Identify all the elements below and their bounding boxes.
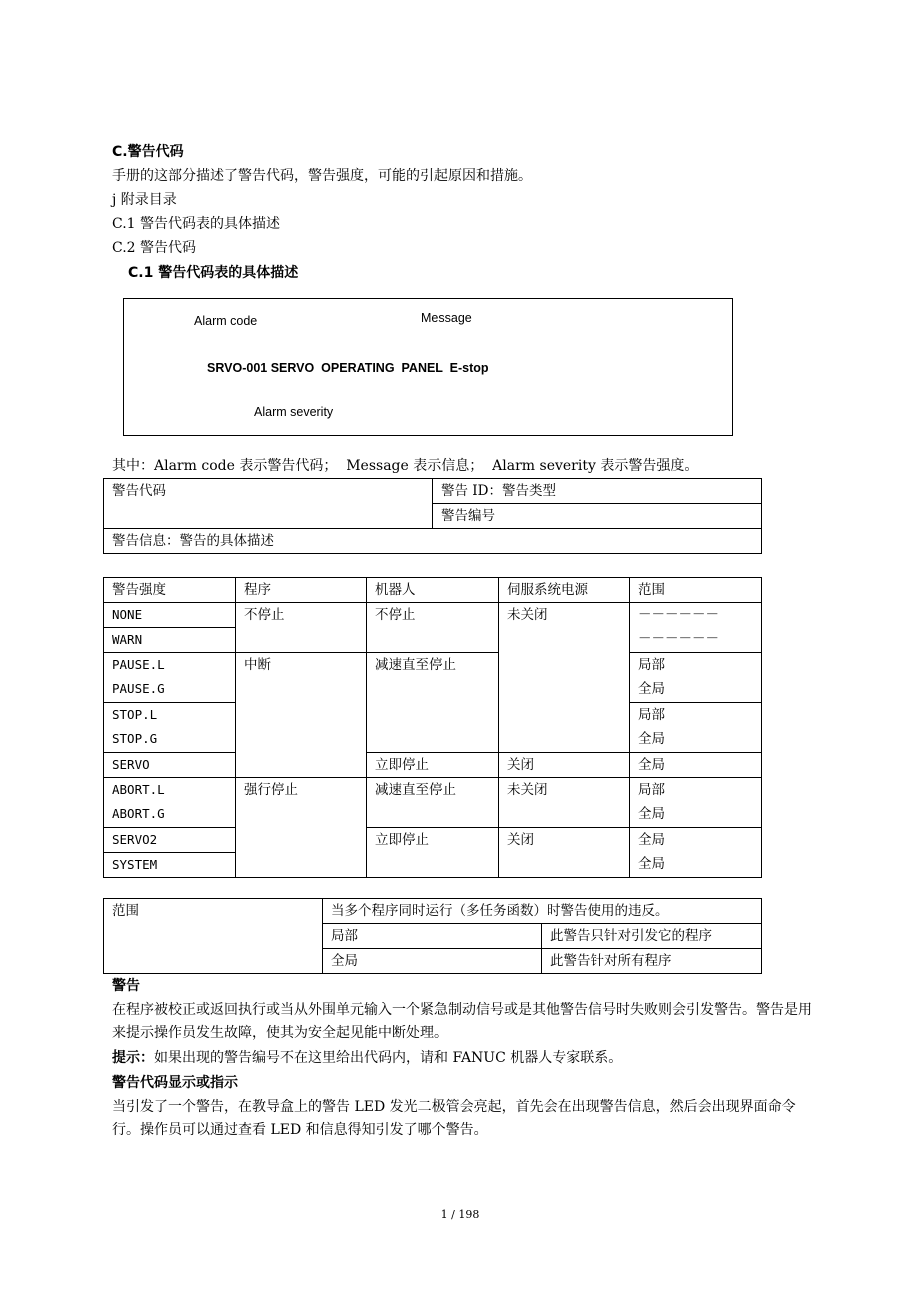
severity-cell: NONE [104, 603, 236, 628]
severity-cell [104, 653, 236, 703]
alarm-example-box [123, 298, 733, 436]
alarm-code-label: Alarm code [194, 314, 258, 328]
format-number-cell: 警告编号 [433, 504, 762, 529]
message-label: Message [421, 311, 472, 325]
severity-cell: SERVO [104, 753, 236, 778]
intro-text: 手册的这部分描述了警告代码，警告强度，可能的引起原因和措施。 [112, 168, 532, 184]
header-cell: 机器人 [367, 578, 499, 603]
power-cell: 关闭 [499, 828, 630, 878]
scope-value: 局部 [638, 782, 665, 798]
scope-label-cell: 范围 [104, 899, 323, 974]
severity-value: ABORT.L [112, 782, 165, 797]
heading: C.警告代码 [112, 144, 184, 160]
section-title: C.1 警告代码表的具体描述 [128, 265, 299, 281]
format-info-cell: 警告信息：警告的具体描述 [104, 529, 762, 554]
scope-desc-cell: 当多个程序同时运行（多任务函数）时警告使用的违反。 [323, 899, 762, 924]
format-table [103, 478, 762, 554]
format-code-cell: 警告代码 [104, 479, 433, 529]
tip-text: 如果出现的警告编号不在这里给出代码内，请和 FANUC 机器人专家联系。 [154, 1050, 623, 1066]
robot-cell: 减速直至停止 [367, 778, 499, 828]
scope-value: 局部 [638, 707, 665, 723]
scope-value: 局部 [638, 657, 665, 673]
severity-value: PAUSE.G [112, 681, 165, 696]
robot-cell: 立即停止 [367, 753, 499, 778]
toc-item: C.1 警告代码表的具体描述 [112, 216, 281, 232]
severity-value: ABORT.G [112, 806, 165, 821]
scope-local-cell: 局部 [323, 924, 542, 949]
header-cell: 警告强度 [104, 578, 236, 603]
program-cell: 中断 [236, 653, 367, 778]
scope-global-cell: 全局 [323, 949, 542, 974]
severity-cell: SERVO2 [104, 828, 236, 853]
severity-cell [104, 703, 236, 753]
header-cell: 伺服系统电源 [499, 578, 630, 603]
robot-cell: 立即停止 [367, 828, 499, 878]
tip-line [112, 1049, 622, 1067]
scope-value: －－－－－－ [638, 631, 719, 647]
severity-table [103, 577, 762, 878]
scope-cell [630, 603, 762, 653]
legend-text: 其中：Alarm code 表示警告代码； Message 表示信息； Alarm severity 表示警告强度。 [112, 458, 699, 474]
header-cell: 程序 [236, 578, 367, 603]
warning-title: 警告 [112, 978, 140, 994]
scope-value: －－－－－－ [638, 607, 719, 623]
severity-value: STOP.L [112, 707, 158, 722]
scope-global-desc-cell: 此警告针对所有程序 [542, 949, 762, 974]
scope-table [103, 898, 762, 974]
severity-cell: WARN [104, 628, 236, 653]
scope-value: 全局 [638, 681, 665, 697]
severity-cell [104, 778, 236, 828]
power-cell: 未关闭 [499, 603, 630, 753]
header-cell: 范围 [630, 578, 762, 603]
format-id-type-cell: 警告 ID：警告类型 [433, 479, 762, 504]
power-cell: 未关闭 [499, 778, 630, 828]
severity-value: STOP.G [112, 731, 158, 746]
toc-title: j 附录目录 [112, 192, 177, 208]
scope-value: 全局 [638, 806, 665, 822]
scope-local-desc-cell: 此警告只针对引发它的程序 [542, 924, 762, 949]
power-cell: 关闭 [499, 753, 630, 778]
scope-cell [630, 828, 762, 878]
scope-value: 全局 [638, 856, 665, 872]
severity-value: PAUSE.L [112, 657, 165, 672]
tip-label: 提示： [112, 1050, 154, 1066]
display-paragraph: 当引发了一个警告，在教导盒上的警告 LED 发光二极管会亮起，首先会在出现警告信息，然后会出现界面命令行。操作员可以通过查看 LED 和信息得知引发了哪个警告。 [112, 1099, 796, 1138]
severity-cell: SYSTEM [104, 853, 236, 878]
program-cell: 强行停止 [236, 778, 367, 878]
example-alarm-line: SRVO-001 SERVO OPERATING PANEL E-stop [207, 361, 489, 375]
severity-label: Alarm severity [254, 405, 334, 419]
page-number: 1 / 198 [440, 1208, 480, 1221]
toc-item: C.2 警告代码 [112, 240, 197, 256]
scope-cell [630, 778, 762, 828]
program-cell: 不停止 [236, 603, 367, 653]
warning-paragraph: 在程序被校正或返回执行或当从外围单元输入一个紧急制动信号或是其他警告信号时失败则会引发警告。警告是用来提示操作员发生故障，使其为安全起见能中断处理。 [112, 1002, 812, 1041]
scope-cell: 全局 [630, 753, 762, 778]
scope-value: 全局 [638, 731, 665, 747]
scope-cell [630, 703, 762, 753]
display-title: 警告代码显示或指示 [112, 1075, 238, 1091]
scope-value: 全局 [638, 832, 665, 848]
robot-cell: 不停止 [367, 603, 499, 653]
scope-cell [630, 653, 762, 703]
robot-cell: 减速直至停止 [367, 653, 499, 753]
